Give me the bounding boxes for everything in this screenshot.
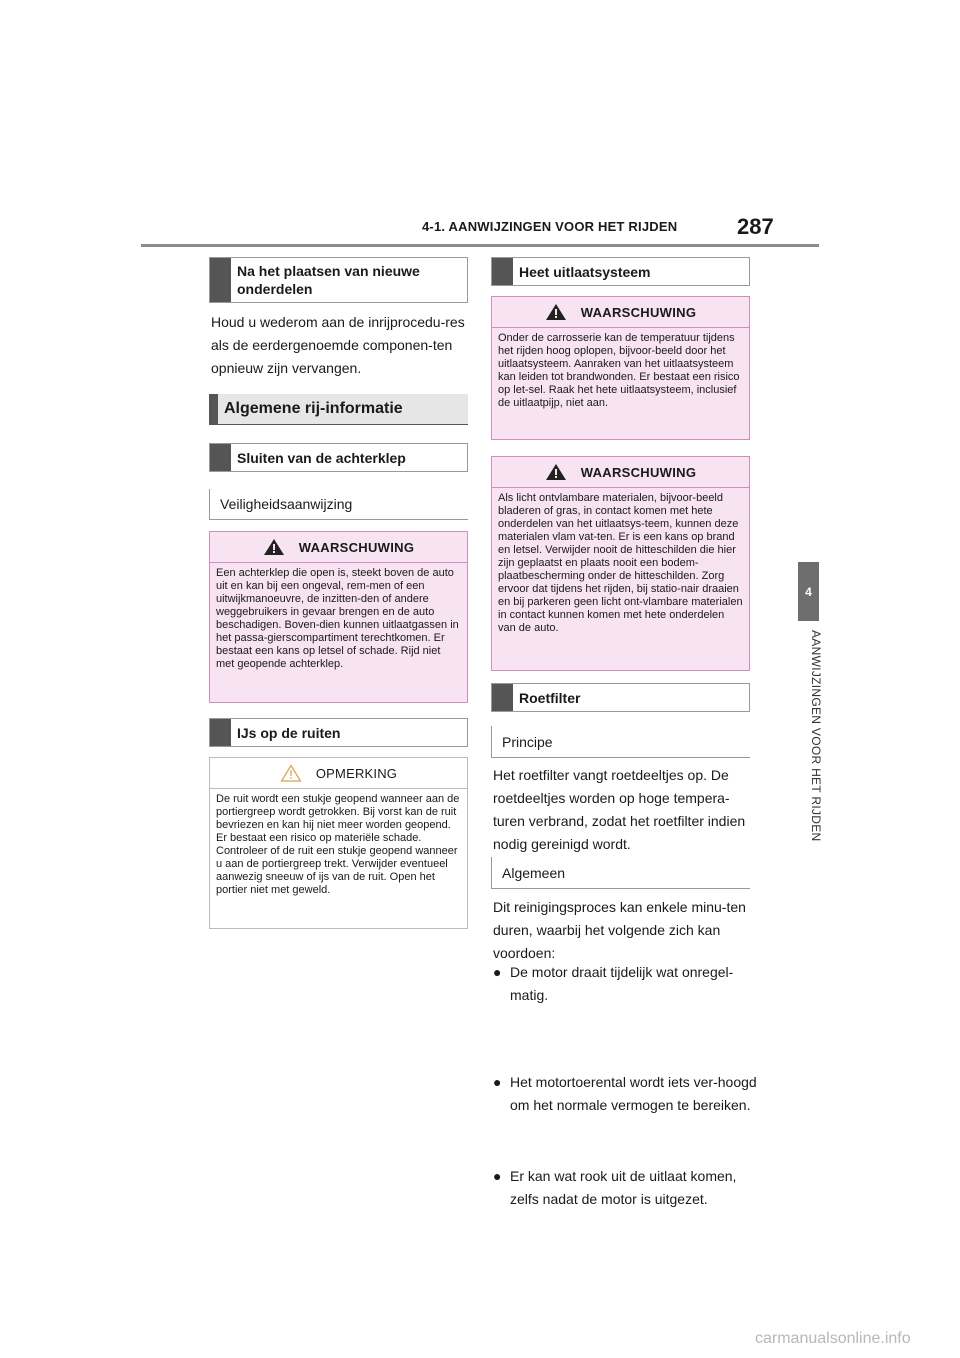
note-box-ice xyxy=(209,757,468,929)
subheading-general: Algemeen xyxy=(491,857,750,889)
section-bar xyxy=(210,444,231,471)
header-rule xyxy=(141,244,819,247)
section-title: Sluiten van de achterklep xyxy=(237,449,406,466)
bullet-text: Er kan wat rook uit de uitlaat komen, zelfs nadat de motor is uitgezet. xyxy=(510,1168,737,1207)
section-title: Na het plaatsen van nieuwe onderdelen xyxy=(237,263,420,297)
section-title: Algemene rij-informatie xyxy=(224,400,403,417)
running-header-title: 4-1. AANWIJZINGEN VOOR HET RIJDEN xyxy=(422,219,678,234)
warning-title: WAARSCHUWING xyxy=(580,464,697,480)
bullet-item xyxy=(493,961,766,1007)
note-header xyxy=(210,758,467,789)
bullet-icon: ● xyxy=(493,1074,502,1090)
chapter-tab: 4 xyxy=(798,562,819,621)
page-number: 287 xyxy=(737,214,774,239)
warning-text: Als licht ontvlambare materialen, bijvoor-beeld bladeren of gras, in contact komen met hete onderdelen van het uitlaatsys-teem, kunnen deze materialen vlam vat-ten. Er is een kans op brand en letsel. Verwijder nooit de hitteschilden die hier zijn geplaatst en plaats nooit een bodem-plaatbescherming onder de hitteschilden. Zorg ervoor dat tijdens het rijden, bij statio-nair draaien en bij parkeren geen licht ont-vlambare materialen in contact kunnen komen met hete onderdelen van de auto. xyxy=(498,492,743,634)
bullet-item xyxy=(493,1165,766,1211)
section-header-tailgate xyxy=(209,443,468,472)
section-header-soot-filter xyxy=(491,683,750,712)
section-header-new-parts xyxy=(209,257,468,303)
watermark: carmanualsonline.info xyxy=(755,1330,911,1347)
section-header-general xyxy=(209,394,468,425)
section-bar xyxy=(210,719,231,746)
warning-box-tailgate xyxy=(209,531,468,703)
chapter-side-title: AANWIJZINGEN VOOR HET RIJDEN xyxy=(809,630,823,842)
section-bar xyxy=(209,394,218,424)
warning-triangle-icon xyxy=(545,463,567,481)
warning-header xyxy=(210,532,467,563)
bullet-text: De motor draait tijdelijk wat onregel-matig. xyxy=(510,964,734,1003)
principle-paragraph: Het roetfilter vangt roetdeeltjes op. De roetdeeltjes worden op hoge tempera-turen verbrand, zodat het roetfilter indien nodig gereinigd wordt. xyxy=(493,767,746,852)
general-paragraph: Dit reinigingsproces kan enkele minu-ten duren, waarbij het volgende zich kan voordoen: xyxy=(493,899,746,961)
subheading-principle: Principe xyxy=(491,726,750,758)
warning-triangle-icon xyxy=(545,303,567,321)
section-title: IJs op de ruiten xyxy=(237,724,341,741)
note-title: OPMERKING xyxy=(315,765,398,781)
warning-text: Een achterklep die open is, steekt boven de auto uit en kan bij een ongeval, rem-men of een uitwijkmanoeuvre, de inzitten-den of andere weggebruikers in gevaar brengen en de auto beschadigen. Boven-dien kunnen uitlaatgassen in het passa-gierscompartiment terechtkomen. Er bestaat een kans op letsel of schade. Rijd niet met geopende achterklep. xyxy=(216,567,459,670)
warning-box-flammable xyxy=(491,456,750,671)
warning-box-exhaust-heat xyxy=(491,296,750,440)
bullet-icon: ● xyxy=(493,1168,502,1184)
section-bar xyxy=(492,258,513,285)
warning-triangle-icon xyxy=(263,538,285,556)
caution-triangle-icon xyxy=(280,764,302,782)
new-parts-paragraph: Houd u wederom aan de inrijprocedu-res als de eerdergenoemde componen-ten opnieuw zijn vervangen. xyxy=(211,314,465,376)
section-header-ice xyxy=(209,718,468,747)
section-bar xyxy=(210,258,231,302)
warning-title: WAARSCHUWING xyxy=(298,539,415,555)
subheading-safety: Veiligheidsaanwijzing xyxy=(209,489,468,520)
note-text: De ruit wordt een stukje geopend wanneer aan de portiergreep wordt getrokken. Bij vorst kan de ruit bevriezen en kan hij niet meer worden geopend. Er bestaat een risico op materiële schade. Controleer of de ruit een stukje geopend wanneer u aan de portiergreep trekt. Verwijder eventueel aanwezig sneeuw of ijs van de ruit. Open het portier niet met geweld. xyxy=(216,793,460,896)
section-title: Roetfilter xyxy=(519,689,581,706)
section-bar xyxy=(492,684,513,711)
warning-header xyxy=(492,297,749,328)
bullet-text: Het motortoerental wordt iets ver-hoogd om het normale vermogen te bereiken. xyxy=(510,1074,757,1113)
warning-title: WAARSCHUWING xyxy=(580,304,697,320)
section-title: Heet uitlaatsysteem xyxy=(519,263,651,280)
warning-header xyxy=(492,457,749,488)
section-header-exhaust xyxy=(491,257,750,286)
bullet-item xyxy=(493,1071,766,1117)
bullet-icon: ● xyxy=(493,964,502,980)
warning-text: Onder de carrosserie kan de temperatuur tijdens het rijden hoog oplopen, bijvoor-beeld door het uitlaatsysteem. Aanraken van het uitlaatsysteem kan leiden tot brandwonden. Er bestaat een risico op let-sel. Raak het hete uitlaatsysteem, inclusief de uitlaatpijp, niet aan. xyxy=(498,332,740,409)
